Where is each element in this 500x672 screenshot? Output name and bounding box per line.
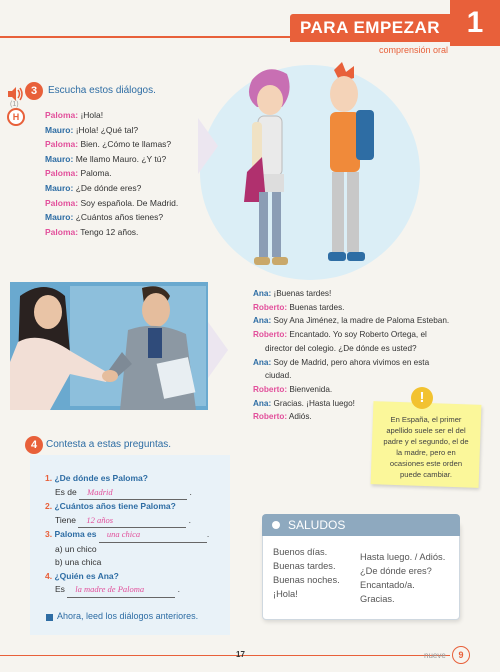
dialogue-text: ¡Hola! ¿Qué tal? bbox=[73, 124, 139, 135]
saludo-item: ¿De dónde eres? bbox=[360, 566, 432, 576]
dialogue-text: ¡Hola! bbox=[78, 110, 104, 120]
sticky-note-text: En España, el primer apellido suele ser el del padre y el segundo, el de la madre, pero en ocasiones este orden puede cambiar. bbox=[383, 415, 469, 479]
dialogue-text: director del colegio. ¿De dónde es usted? bbox=[265, 343, 417, 353]
question bbox=[45, 570, 235, 584]
saludo-item: Buenos días. bbox=[273, 547, 328, 557]
dialogue-text: Buenas tardes. bbox=[287, 302, 345, 312]
dialogue-text: Me llamo Mauro. ¿Y tú? bbox=[73, 153, 167, 164]
answer-line bbox=[45, 583, 235, 598]
exercise-3-instruction: Escucha estos diálogos. bbox=[48, 85, 156, 96]
answer-suffix: . bbox=[206, 529, 210, 539]
questions-list bbox=[45, 472, 235, 598]
dialogue-line bbox=[253, 369, 478, 383]
question-text: Paloma es bbox=[54, 529, 97, 539]
speaker-name: Ana: bbox=[253, 398, 272, 408]
answer-option: a) un chico bbox=[55, 543, 97, 554]
dialogue-line bbox=[253, 314, 478, 328]
unit-subtitle: comprensión oral bbox=[378, 45, 448, 55]
answer-blank: 12 años bbox=[78, 514, 186, 529]
saludo-item: Gracias. bbox=[360, 594, 395, 604]
dialogue-text: Bien. ¿Cómo te llamas? bbox=[78, 139, 172, 150]
audio-track-number: (1) bbox=[10, 101, 19, 108]
dialogue-line bbox=[253, 342, 478, 356]
speaker-name: Roberto: bbox=[253, 302, 288, 312]
dialogue-line bbox=[45, 196, 205, 211]
exercise-4-number: 4 bbox=[25, 436, 43, 454]
speaker-name: Ana: bbox=[253, 289, 272, 298]
saludos-title: SALUDOS bbox=[288, 518, 346, 532]
dialogue-line bbox=[45, 137, 205, 152]
answer-prefix: Tiene bbox=[55, 514, 79, 525]
question-text: ¿Cuántos años tiene Paloma? bbox=[54, 501, 176, 511]
answer-suffix: . bbox=[186, 514, 192, 525]
answer-suffix: . bbox=[187, 486, 192, 497]
saludo-item: Buenas noches. bbox=[273, 575, 340, 585]
dialogue-line bbox=[45, 225, 205, 240]
answer-prefix: Es de bbox=[55, 486, 80, 497]
footer-rule bbox=[0, 655, 450, 656]
dialogue-line bbox=[253, 301, 478, 315]
dialogue-text: ¿De dónde eres? bbox=[73, 182, 142, 193]
dialogue-line bbox=[45, 210, 205, 225]
speaker-name: Mauro: bbox=[45, 182, 74, 193]
saludos-column-2 bbox=[360, 550, 445, 606]
answer-line bbox=[45, 514, 235, 529]
exercise-3-number: 3 bbox=[25, 82, 43, 100]
question bbox=[45, 472, 235, 486]
unit-number: 1 bbox=[450, 0, 500, 46]
dialogue-line bbox=[45, 108, 205, 123]
dialogue-line bbox=[45, 152, 205, 167]
question-text: ¿Quién es Ana? bbox=[54, 570, 119, 581]
dialogue-text: Paloma. bbox=[78, 168, 112, 179]
dialogue-text: Adiós. bbox=[287, 412, 312, 422]
question-number: 4. bbox=[45, 570, 55, 581]
speaker-name: Paloma: bbox=[45, 168, 79, 179]
arrow-shape-2 bbox=[208, 322, 228, 378]
speaker-name: Mauro: bbox=[45, 124, 74, 135]
speaker-name: Ana: bbox=[253, 316, 272, 326]
dialogue-line bbox=[253, 356, 478, 370]
speaker-name: Mauro: bbox=[45, 153, 74, 164]
bullet-square-icon bbox=[46, 614, 53, 621]
speaker-name: Paloma: bbox=[45, 197, 79, 208]
speaker-name: Roberto: bbox=[253, 384, 288, 394]
answer-blank: Madrid bbox=[79, 486, 187, 501]
left-page-number: 17 bbox=[236, 650, 245, 659]
speaker-name: Paloma: bbox=[45, 110, 79, 120]
dialogue-text: Tengo 12 años. bbox=[78, 226, 139, 237]
dialogue-1 bbox=[45, 108, 205, 239]
question-number: 2. bbox=[45, 501, 55, 511]
right-page-label: nueve bbox=[424, 651, 446, 660]
speaker-icon[interactable] bbox=[6, 86, 24, 102]
h-badge: H bbox=[7, 108, 25, 126]
unit-title: PARA EMPEZAR bbox=[290, 14, 450, 42]
dialogue-text: ciudad. bbox=[265, 371, 292, 381]
arrow-shape bbox=[198, 118, 218, 174]
answer-blank: la madre de Paloma bbox=[67, 583, 175, 598]
answer-suffix: . bbox=[175, 584, 181, 594]
saludo-item: ¡Hola! bbox=[273, 589, 298, 599]
question bbox=[45, 500, 235, 514]
dialogue-text: Soy Ana Jiménez, la madre de Paloma Esteban. bbox=[271, 316, 450, 326]
exercise-4-instruction: Contesta a estas preguntas. bbox=[46, 439, 172, 450]
dialogue-text: Gracias. ¡Hasta luego! bbox=[271, 398, 355, 408]
dialogue-text: Soy de Madrid, pero ahora vivimos en esta bbox=[271, 357, 430, 367]
speaker-name: Paloma: bbox=[45, 139, 79, 150]
speaker-name: Paloma: bbox=[45, 226, 79, 237]
answer-option: b) una chica bbox=[55, 557, 102, 567]
speaker-name: Roberto: bbox=[253, 412, 288, 422]
right-page-number: 9 bbox=[452, 646, 470, 664]
question bbox=[45, 528, 235, 543]
answer-prefix: Es bbox=[55, 584, 68, 594]
dialogue-text: Soy española. De Madrid. bbox=[78, 197, 179, 208]
question-number: 1. bbox=[45, 473, 55, 483]
cartoon-kids-illustration bbox=[232, 62, 402, 277]
dialogue-text: ¡Buenas tardes! bbox=[271, 289, 332, 298]
answer-blank: una chica bbox=[99, 528, 207, 543]
dialogue-text: Encantado. Yo soy Roberto Ortega, el bbox=[287, 330, 427, 340]
question-number: 3. bbox=[45, 529, 55, 539]
saludos-column-1 bbox=[273, 545, 340, 601]
exclamation-icon: ! bbox=[411, 387, 433, 409]
dialogue-text: Bienvenida. bbox=[287, 384, 333, 394]
final-instruction: Ahora, leed los diálogos anteriores. bbox=[57, 611, 199, 621]
dialogue-line bbox=[45, 166, 205, 181]
dialogue-line bbox=[253, 328, 478, 342]
saludo-item: Encantado/a. bbox=[360, 580, 415, 590]
speaker-name: Roberto: bbox=[253, 330, 288, 340]
dialogue-line bbox=[45, 123, 205, 138]
saludo-item: Hasta luego. / Adiós. bbox=[360, 552, 446, 562]
saludos-dot-icon bbox=[272, 521, 280, 529]
dialogue-line bbox=[253, 287, 478, 301]
question-text: ¿De dónde es Paloma? bbox=[54, 473, 148, 483]
handshake-photo bbox=[10, 282, 208, 410]
dialogue-line bbox=[45, 181, 205, 196]
dialogue-text: ¿Cuántos años tienes? bbox=[73, 212, 164, 223]
speaker-name: Ana: bbox=[253, 357, 272, 367]
answer-line bbox=[45, 486, 235, 501]
dialogue-line bbox=[253, 383, 478, 397]
saludo-item: Buenas tardes. bbox=[273, 561, 336, 571]
speaker-name: Mauro: bbox=[45, 212, 74, 223]
